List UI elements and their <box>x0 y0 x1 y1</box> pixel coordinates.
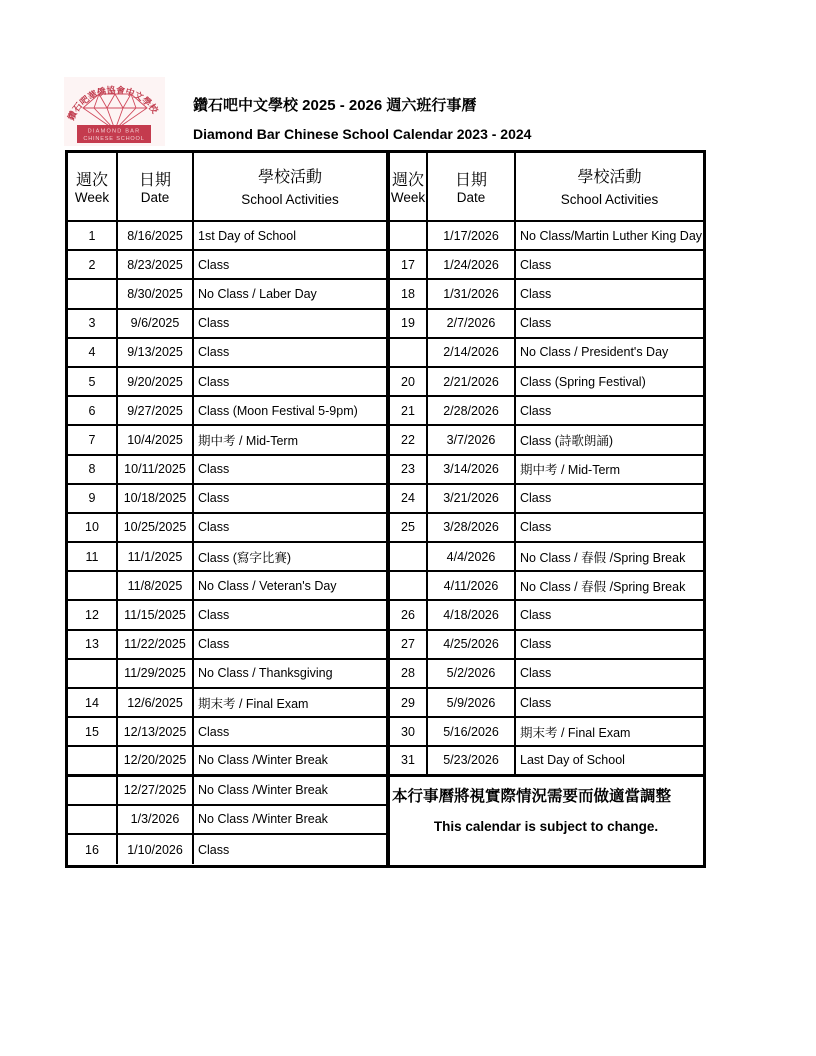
table-row <box>390 339 703 368</box>
activity-cell: Class <box>198 316 230 331</box>
table-row <box>68 280 386 309</box>
activity-cell: Class <box>198 491 230 506</box>
table-row <box>390 456 703 485</box>
activity-cell: Class <box>198 842 230 857</box>
date-cell: 5/16/2026 <box>428 718 516 745</box>
date-cell: 9/6/2025 <box>118 310 194 337</box>
week-cell: 11 <box>68 543 118 570</box>
week-cell <box>68 280 118 307</box>
diamond-logo-graphic <box>64 77 165 146</box>
date-cell: 8/30/2025 <box>118 280 194 307</box>
activity-cell: 1st Day of School <box>198 228 296 243</box>
week-cell: 28 <box>390 660 428 687</box>
right-table-rows <box>390 222 703 777</box>
date-cell: 5/2/2026 <box>428 660 516 687</box>
week-cell: 26 <box>390 601 428 628</box>
week-cell: 23 <box>390 456 428 483</box>
activity-cell: Class <box>520 608 552 623</box>
date-cell: 4/25/2026 <box>428 631 516 658</box>
week-cell: 15 <box>68 718 118 745</box>
table-row <box>390 718 703 747</box>
date-cell: 11/1/2025 <box>118 543 194 570</box>
week-cell <box>390 543 428 570</box>
week-column-header <box>68 153 118 220</box>
date-cell: 3/7/2026 <box>428 426 516 453</box>
activity-cell: Class <box>198 345 230 360</box>
date-cell: 11/15/2025 <box>118 601 194 628</box>
date-cell: 1/10/2026 <box>118 835 194 864</box>
date-cell: 4/4/2026 <box>428 543 516 570</box>
table-row <box>390 631 703 660</box>
table-row <box>68 368 386 397</box>
week-cell: 1 <box>68 222 118 249</box>
table-row <box>390 368 703 397</box>
activity-cell: Class <box>520 637 552 652</box>
table-row <box>68 456 386 485</box>
week-cell: 4 <box>68 339 118 366</box>
date-column-header <box>428 153 516 220</box>
date-cell: 10/25/2025 <box>118 514 194 541</box>
week-header-en: Week <box>390 189 426 205</box>
date-cell: 12/6/2025 <box>118 689 194 716</box>
note-text-en: This calendar is subject to change. <box>433 818 659 834</box>
activity-cell: Class <box>520 403 552 418</box>
week-cell: 10 <box>68 514 118 541</box>
week-cell <box>68 660 118 687</box>
week-cell: 13 <box>68 631 118 658</box>
activity-cell: Class <box>198 724 230 739</box>
date-header-zh: 日期 <box>138 171 171 189</box>
table-row <box>390 222 703 251</box>
activity-cell: Class (Moon Festival 5-9pm) <box>198 403 358 418</box>
table-row <box>68 426 386 455</box>
table-row <box>68 601 386 630</box>
activity-cell: Class (詩歌朗誦) <box>520 433 614 448</box>
logo-arc-text: 鑽石吧華僑協會中文學校 <box>66 84 161 122</box>
activity-cell: Class <box>198 374 230 389</box>
week-cell: 8 <box>68 456 118 483</box>
date-cell: 9/27/2025 <box>118 397 194 424</box>
table-row <box>68 543 386 572</box>
table-row <box>390 689 703 718</box>
activities-header-en: School Activities <box>241 192 339 208</box>
activity-cell: Class <box>198 520 230 535</box>
week-cell: 9 <box>68 485 118 512</box>
table-row <box>390 572 703 601</box>
week-cell <box>390 222 428 249</box>
week-cell: 2 <box>68 251 118 278</box>
right-table <box>386 153 703 865</box>
table-row <box>390 601 703 630</box>
date-cell: 1/31/2026 <box>428 280 516 307</box>
school-logo <box>64 77 165 146</box>
table-row <box>68 222 386 251</box>
activity-cell: 期末考 / Final Exam <box>198 696 309 711</box>
date-cell: 9/13/2025 <box>118 339 194 366</box>
left-table-rows <box>68 222 386 864</box>
week-cell <box>390 572 428 599</box>
week-cell: 14 <box>68 689 118 716</box>
activity-cell: No Class / President's Day <box>520 345 669 360</box>
week-cell: 25 <box>390 514 428 541</box>
activity-cell: No Class / Laber Day <box>198 286 317 301</box>
week-cell: 27 <box>390 631 428 658</box>
date-cell: 3/21/2026 <box>428 485 516 512</box>
week-cell: 31 <box>390 747 428 773</box>
date-cell: 12/20/2025 <box>118 747 194 773</box>
date-cell: 10/4/2025 <box>118 426 194 453</box>
table-row <box>390 747 703 776</box>
date-cell: 8/23/2025 <box>118 251 194 278</box>
activity-cell: Class <box>198 462 230 477</box>
activity-cell: Class <box>198 257 230 272</box>
week-cell: 21 <box>390 397 428 424</box>
activity-cell: No Class /Winter Break <box>198 812 328 827</box>
table-row <box>390 660 703 689</box>
activity-cell: Class <box>520 257 552 272</box>
activities-column-header <box>194 153 386 220</box>
table-row <box>68 777 386 806</box>
activity-cell: Last Day of School <box>520 753 625 768</box>
activity-cell: 期末考 / Final Exam <box>520 725 631 740</box>
activity-cell: No Class / 春假 /Spring Break <box>520 550 686 565</box>
table-row <box>390 280 703 309</box>
table-row <box>68 251 386 280</box>
left-table-header <box>68 153 386 222</box>
table-row <box>390 426 703 455</box>
week-cell: 29 <box>390 689 428 716</box>
week-cell: 20 <box>390 368 428 395</box>
table-row <box>68 514 386 543</box>
week-column-header <box>390 153 428 220</box>
table-row <box>68 631 386 660</box>
activity-cell: Class <box>520 666 552 681</box>
activity-cell: Class <box>520 520 552 535</box>
activity-cell: Class (寫字比賽) <box>198 550 292 565</box>
week-cell: 7 <box>68 426 118 453</box>
activity-cell: 期中考 / Mid-Term <box>198 433 299 448</box>
date-cell: 11/22/2025 <box>118 631 194 658</box>
week-cell <box>390 339 428 366</box>
date-cell: 2/14/2026 <box>428 339 516 366</box>
page-title: 鑽石吧中文學校 2025 - 2026 週六班行事曆 <box>193 97 477 114</box>
activity-cell: No Class /Winter Break <box>198 753 328 768</box>
date-header-en: Date <box>140 189 170 205</box>
page-subtitle: Diamond Bar Chinese School Calendar 2023 - 2024 <box>193 126 532 142</box>
table-row <box>68 718 386 747</box>
date-cell: 4/18/2026 <box>428 601 516 628</box>
table-row <box>390 514 703 543</box>
date-cell: 5/9/2026 <box>428 689 516 716</box>
table-row <box>390 310 703 339</box>
date-cell: 11/8/2025 <box>118 572 194 599</box>
activity-cell: No Class / 春假 /Spring Break <box>520 579 686 594</box>
activity-cell: No Class/Martin Luther King Day <box>520 228 703 243</box>
activity-cell: 期中考 / Mid-Term <box>520 463 621 478</box>
week-cell: 18 <box>390 280 428 307</box>
activity-cell: Class <box>520 491 552 506</box>
date-cell: 3/14/2026 <box>428 456 516 483</box>
activity-cell: Class <box>520 695 552 710</box>
date-cell: 10/11/2025 <box>118 456 194 483</box>
note-text-zh: 本行事曆將視實際情況需要而做適當調整 <box>392 787 672 805</box>
title-block <box>193 94 531 142</box>
left-table <box>68 153 386 865</box>
calendar-table <box>65 150 706 868</box>
logo-name-line2: CHINESE SCHOOL <box>83 136 145 142</box>
date-cell: 11/29/2025 <box>118 660 194 687</box>
date-cell: 1/3/2026 <box>118 806 194 833</box>
activity-cell: Class <box>198 608 230 623</box>
note-cell <box>390 777 703 865</box>
activity-cell: Class (Spring Festival) <box>520 374 646 389</box>
table-row <box>68 835 386 864</box>
table-row <box>68 806 386 835</box>
table-row <box>68 660 386 689</box>
date-header-zh: 日期 <box>454 171 487 189</box>
week-cell: 17 <box>390 251 428 278</box>
date-cell: 10/18/2025 <box>118 485 194 512</box>
date-cell: 4/11/2026 <box>428 572 516 599</box>
week-cell: 24 <box>390 485 428 512</box>
week-header-zh: 週次 <box>75 171 108 189</box>
date-header-en: Date <box>456 189 486 205</box>
table-row <box>68 397 386 426</box>
table-row <box>390 397 703 426</box>
week-cell <box>68 806 118 833</box>
table-row <box>390 543 703 572</box>
date-cell: 2/28/2026 <box>428 397 516 424</box>
activity-cell: No Class / Thanksgiving <box>198 666 333 681</box>
date-cell: 2/21/2026 <box>428 368 516 395</box>
week-cell: 30 <box>390 718 428 745</box>
activity-cell: Class <box>520 316 552 331</box>
table-row <box>68 747 386 776</box>
activity-cell: No Class / Veteran's Day <box>198 578 337 593</box>
week-cell <box>68 572 118 599</box>
date-cell: 2/7/2026 <box>428 310 516 337</box>
table-row <box>390 251 703 280</box>
table-row <box>68 572 386 601</box>
date-cell: 1/24/2026 <box>428 251 516 278</box>
table-row <box>68 689 386 718</box>
week-cell: 12 <box>68 601 118 628</box>
table-row <box>390 485 703 514</box>
week-header-en: Week <box>74 189 110 205</box>
week-header-zh: 週次 <box>391 171 424 189</box>
date-cell: 3/28/2026 <box>428 514 516 541</box>
week-cell <box>68 747 118 773</box>
activity-cell: Class <box>520 286 552 301</box>
right-table-header <box>390 153 703 222</box>
date-cell: 1/17/2026 <box>428 222 516 249</box>
week-cell <box>68 777 118 804</box>
table-row <box>68 339 386 368</box>
table-row <box>68 485 386 514</box>
activities-header-zh: 學校活動 <box>257 168 322 186</box>
week-cell: 22 <box>390 426 428 453</box>
activity-cell: No Class /Winter Break <box>198 783 328 798</box>
activities-header-en: School Activities <box>560 192 659 208</box>
week-cell: 19 <box>390 310 428 337</box>
logo-name-line1: DIAMOND BAR <box>87 128 141 135</box>
date-cell: 12/13/2025 <box>118 718 194 745</box>
date-cell: 8/16/2025 <box>118 222 194 249</box>
activity-cell: Class <box>198 637 230 652</box>
week-cell: 3 <box>68 310 118 337</box>
activities-header-zh: 學校活動 <box>577 168 642 186</box>
week-cell: 16 <box>68 835 118 864</box>
date-column-header <box>118 153 194 220</box>
week-cell: 5 <box>68 368 118 395</box>
table-row <box>68 310 386 339</box>
week-cell: 6 <box>68 397 118 424</box>
date-cell: 9/20/2025 <box>118 368 194 395</box>
activities-column-header <box>516 153 703 220</box>
date-cell: 5/23/2026 <box>428 747 516 773</box>
date-cell: 12/27/2025 <box>118 777 194 804</box>
